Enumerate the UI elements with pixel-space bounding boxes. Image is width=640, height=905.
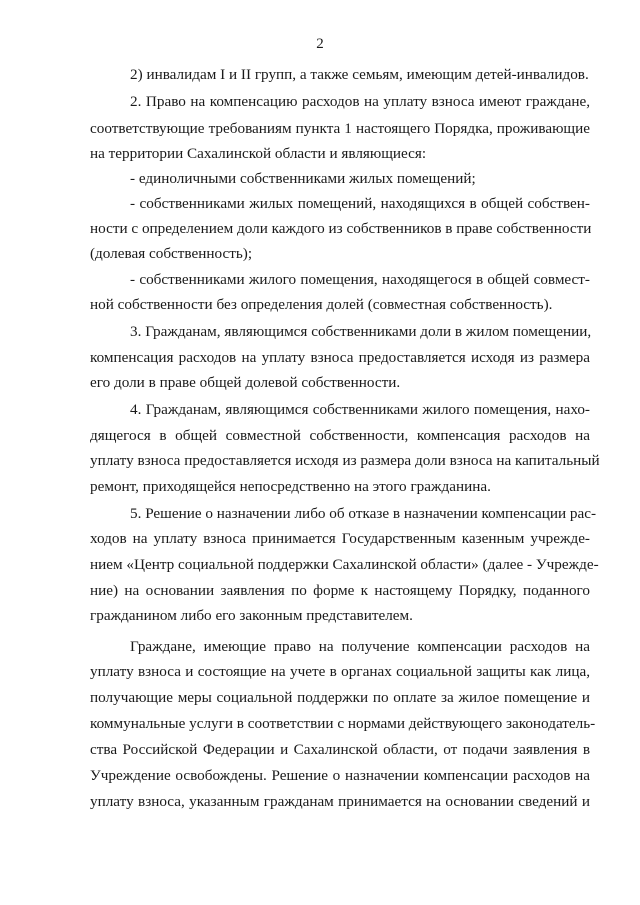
text-line: ремонт, приходящейся непосредственно на этого гражданина. bbox=[90, 478, 491, 495]
text-line: 4. Гражданам, являющимся собственниками жилого помещения, нахо- bbox=[130, 401, 590, 418]
text-line: (долевая собственность); bbox=[90, 245, 253, 262]
text-line: гражданином либо его законным представителем. bbox=[90, 607, 413, 624]
text-line: ходов на уплату взноса принимается Государственным казенным учрежде- bbox=[90, 530, 590, 547]
text-line: уплату взноса и состоящие на учете в органах социальной защиты как лица, bbox=[90, 663, 590, 680]
text-line: 5. Решение о назначении либо об отказе в назначении компенсации рас- bbox=[130, 505, 597, 522]
text-line: - собственниками жилых помещений, находящихся в общей собствен- bbox=[130, 195, 590, 212]
text-line: ние) на основании заявления по форме к настоящему Порядку, поданного bbox=[90, 582, 590, 599]
text-line: уплату взноса предоставляется исходя из размера доли взноса на капитальный bbox=[90, 452, 600, 469]
text-line: ства Российской Федерации и Сахалинской области, от подачи заявления в bbox=[90, 741, 590, 758]
text-line: 3. Гражданам, являющимся собственниками доли в жилом помещении, bbox=[130, 323, 592, 340]
text-line: Учреждение освобождены. Решение о назначении компенсации расходов на bbox=[90, 767, 590, 784]
text-line: дящегося в общей совместной собственности, компенсация расходов на bbox=[90, 427, 590, 444]
page-number: 2 bbox=[316, 36, 324, 52]
text-line: - единоличными собственниками жилых помещений; bbox=[130, 170, 476, 187]
text-line: нием «Центр социальной поддержки Сахалинской области» (далее - Учрежде- bbox=[90, 556, 599, 573]
text-line: ной собственности без определения долей (совместная собственность). bbox=[90, 296, 553, 313]
text-line: 2. Право на компенсацию расходов на уплату взноса имеют граждане, bbox=[130, 93, 590, 110]
text-line: на территории Сахалинской области и являющиеся: bbox=[90, 145, 427, 162]
text-line: получающие меры социальной поддержки по оплате за жилое помещение и bbox=[90, 689, 590, 706]
text-line: 2) инвалидам I и II групп, а также семьям, имеющим детей-инвалидов. bbox=[130, 66, 589, 83]
text-line: коммунальные услуги в соответствии с нормами действующего законодатель- bbox=[90, 715, 596, 732]
text-line: - собственниками жилого помещения, находящегося в общей совмест- bbox=[130, 271, 590, 288]
text-line: его доли в праве общей долевой собственности. bbox=[90, 374, 401, 391]
text-line: компенсация расходов на уплату взноса предоставляется исходя из размера bbox=[90, 349, 590, 366]
text-line: уплату взноса, указанным гражданам принимается на основании сведений и bbox=[90, 793, 590, 810]
text-line: соответствующие требованиям пункта 1 настоящего Порядка, проживающие bbox=[90, 120, 590, 137]
text-line: Граждане, имеющие право на получение компенсации расходов на bbox=[130, 638, 590, 655]
text-line: ности с определением доли каждого из собственников в праве собственности bbox=[90, 220, 592, 237]
